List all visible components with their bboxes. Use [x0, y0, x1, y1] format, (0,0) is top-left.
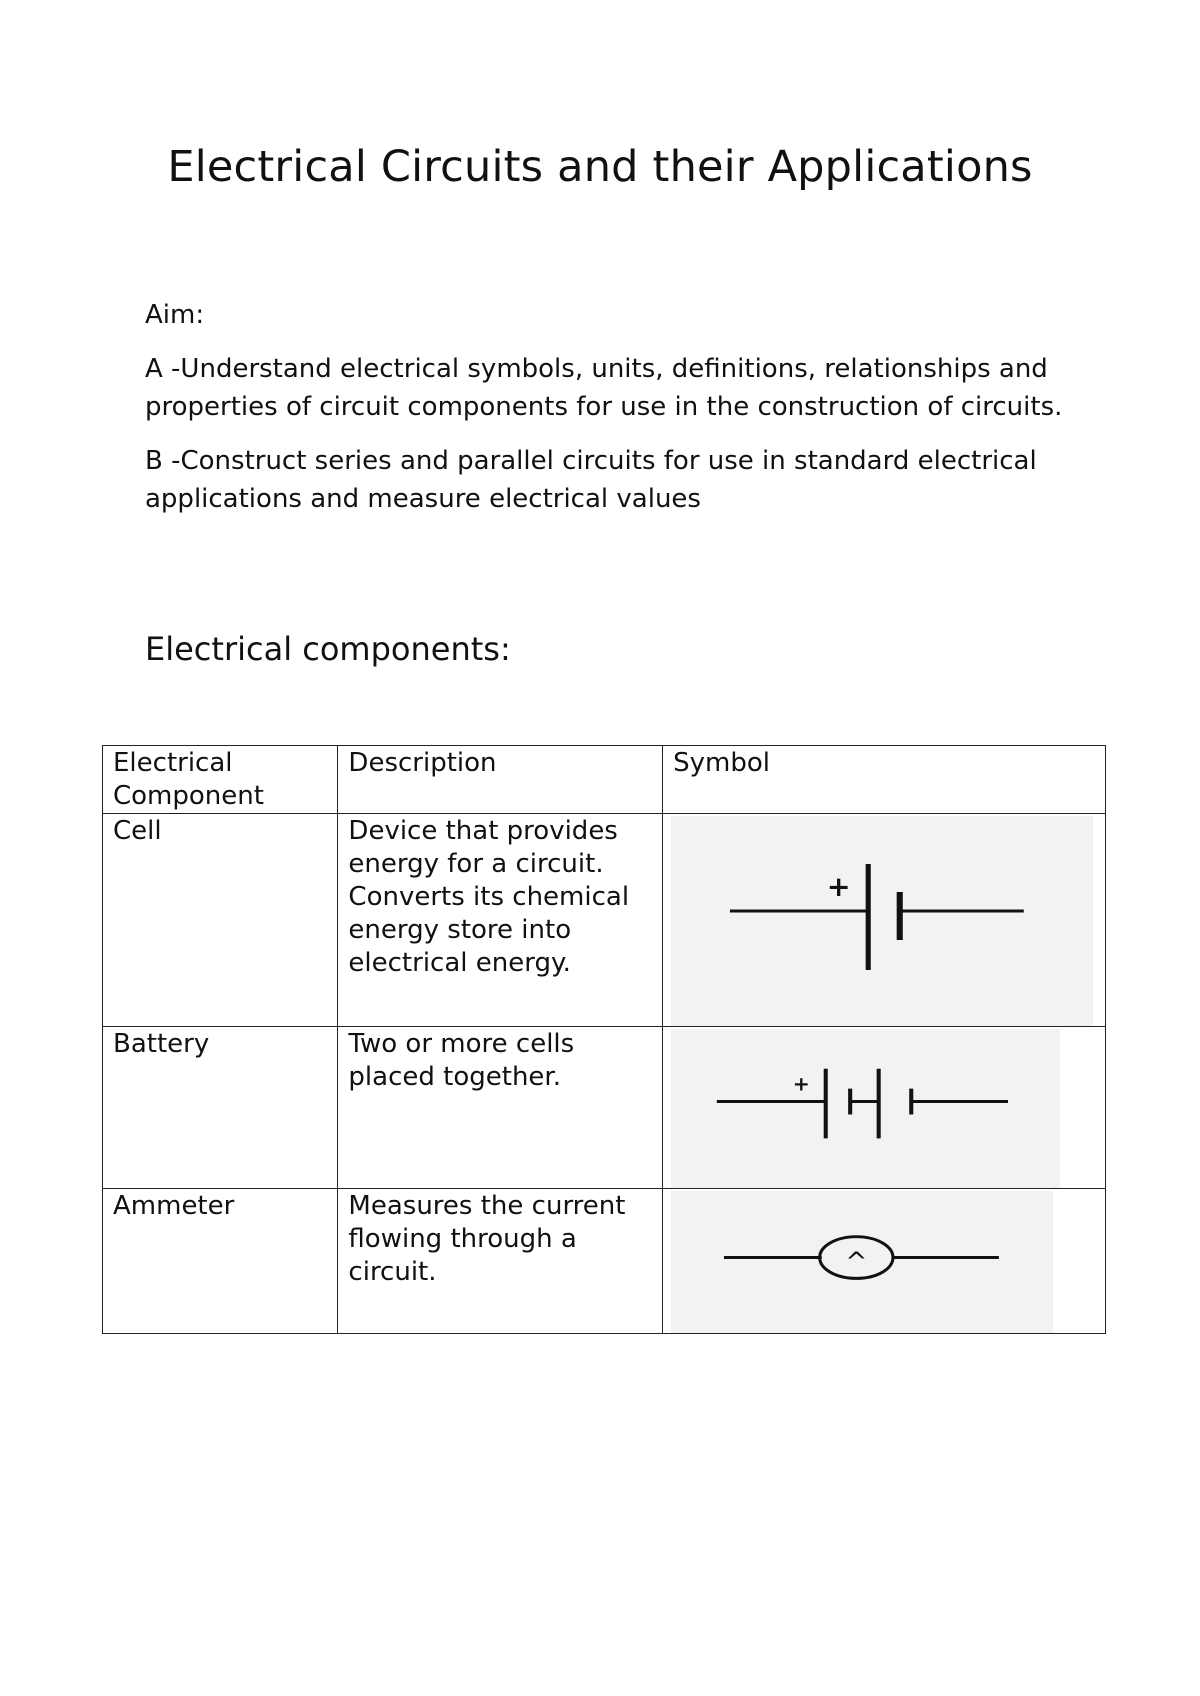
component-name: Ammeter	[103, 1189, 338, 1334]
components-table	[102, 745, 1106, 1334]
component-name: Battery	[103, 1027, 338, 1189]
component-symbol	[663, 1027, 1106, 1189]
page-title: Electrical Circuits and their Applications	[167, 142, 1033, 192]
component-description: Measures the current flowing through a circuit.	[338, 1189, 663, 1334]
ammeter-symbol-drawing	[671, 1191, 1053, 1333]
table-row	[103, 1027, 1106, 1189]
header-symbol: Symbol	[663, 746, 1106, 814]
battery-symbol-drawing	[671, 1029, 1060, 1188]
battery-positive-mark: +	[792, 1071, 810, 1096]
header-description: Description	[338, 746, 663, 814]
component-symbol	[663, 814, 1106, 1027]
aim-b-text: B -Construct series and parallel circuits for use in standard electrical applications and measure electrical values	[145, 446, 1037, 514]
section-heading: Electrical components:	[145, 630, 511, 668]
header-component: Electrical Component	[103, 746, 338, 814]
cell-positive-mark: +	[826, 870, 851, 903]
table-header-row	[103, 746, 1106, 814]
table-row	[103, 814, 1106, 1027]
battery-symbol-icon	[671, 1029, 1060, 1188]
cell-symbol-icon	[671, 816, 1093, 1026]
component-name: Cell	[103, 814, 338, 1027]
cell-symbol-drawing	[671, 816, 1093, 1026]
aim-label: Aim:	[145, 300, 205, 330]
component-description: Two or more cells placed together.	[338, 1027, 663, 1189]
component-description: Device that provides energy for a circuit. Converts its chemical energy store into electrical energy.	[338, 814, 663, 1027]
ammeter-symbol-icon	[671, 1191, 1053, 1333]
aim-a-text: A -Understand electrical symbols, units, definitions, relationships and properties of circuit components for use in the construction of circuits.	[145, 354, 1063, 422]
aim-section	[145, 296, 1075, 534]
ammeter-label-mark: ^	[845, 1247, 868, 1278]
component-symbol	[663, 1189, 1106, 1334]
table-row	[103, 1189, 1106, 1334]
